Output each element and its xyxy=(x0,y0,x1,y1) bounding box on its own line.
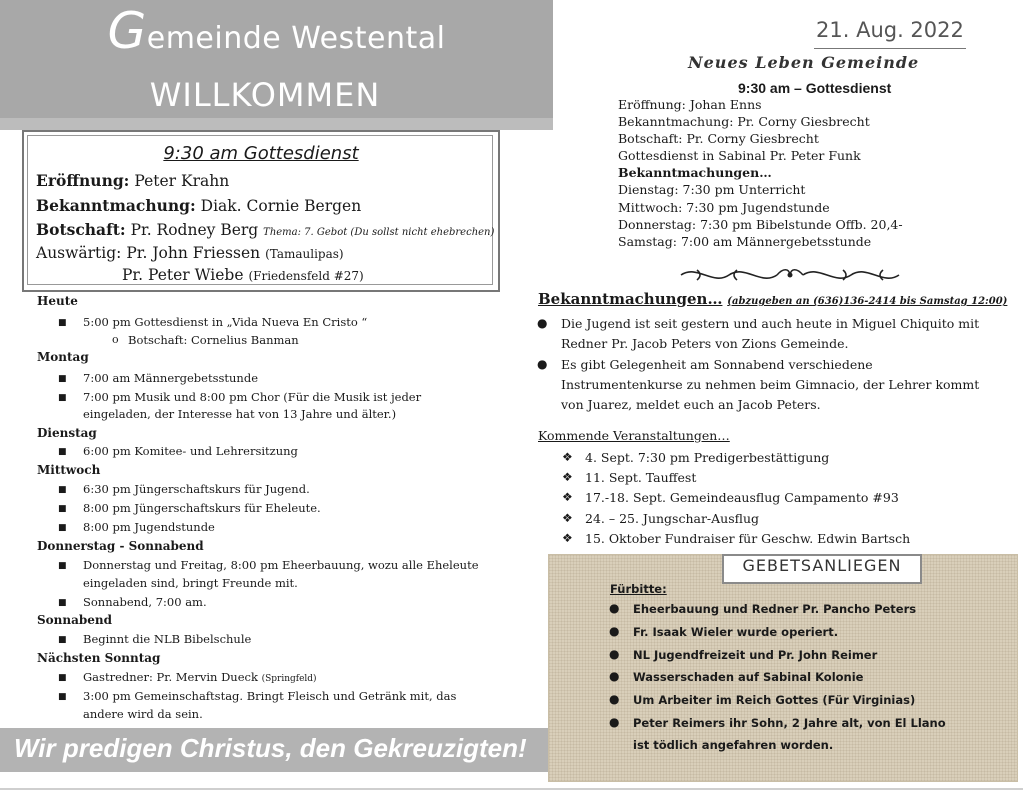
second-service-line: Samstag: 7:00 am Männergebetsstunde xyxy=(618,234,872,249)
diamond-bullet-icon: ❖ xyxy=(562,511,573,525)
prayer-label: Fürbitte: xyxy=(610,582,667,596)
second-service-line: Bekanntmachung: Pr. Corny Giesbrecht xyxy=(618,114,870,129)
square-bullet-icon: ■ xyxy=(58,447,67,457)
schedule-item: 6:30 pm Jüngerschaftskurs für Jugend. xyxy=(83,482,310,496)
square-bullet-icon: ■ xyxy=(58,485,67,495)
bullet-icon: ● xyxy=(537,316,548,330)
day-heading-montag: Montag xyxy=(37,350,89,364)
schedule-item: Beginnt die NLB Bibelschule xyxy=(83,632,252,646)
prayer-item: Wasserschaden auf Sabinal Kolonie xyxy=(633,670,864,684)
schedule-item: 5:00 pm Gottesdienst in „Vida Nueva En Cristo “ xyxy=(83,315,368,329)
schedule-subitem: Botschaft: Cornelius Banman xyxy=(128,333,299,347)
schedule-item: 3:00 pm Gemeinschaftstag. Bringt Fleisch und Getränk mit, das xyxy=(83,689,457,703)
day-heading-donnerstag: Donnerstag - Sonnabend xyxy=(37,539,204,553)
bullet-icon: ● xyxy=(609,669,620,683)
title-initial: G xyxy=(107,2,147,60)
announcement-item-cont: von Juarez, meldet euch an Jacob Peters. xyxy=(561,397,821,412)
bullet-icon: ● xyxy=(609,647,620,661)
day-heading-mittwoch: Mittwoch xyxy=(37,463,101,477)
square-bullet-icon: ■ xyxy=(58,635,67,645)
bullet-icon: ● xyxy=(609,624,620,638)
event-item: 15. Oktober Fundraiser für Geschw. Edwin Bartsch xyxy=(585,531,911,546)
day-heading-heute: Heute xyxy=(37,294,78,308)
banner-shadow xyxy=(0,118,553,130)
prayer-item: Fr. Isaak Wieler wurde operiert. xyxy=(633,625,839,639)
bulletin-date: 21. Aug. 2022 xyxy=(816,18,964,42)
date-underline xyxy=(814,48,966,49)
square-bullet-icon: ■ xyxy=(58,374,67,384)
square-bullet-icon: ■ xyxy=(58,692,67,702)
square-bullet-icon: ■ xyxy=(58,318,67,328)
footer-motto: Wir predigen Christus, den Gekreuzigten! xyxy=(14,733,527,763)
service-title: 9:30 am Gottesdienst xyxy=(163,143,359,164)
day-heading-dienstag: Dienstag xyxy=(37,426,97,440)
schedule-item: 8:00 pm Jugendstunde xyxy=(83,520,215,534)
bullet-icon: ● xyxy=(609,601,620,615)
service-opening: Eröffnung: Peter Krahn xyxy=(36,171,230,190)
prayer-item: Um Arbeiter im Reich Gottes (Für Virginias) xyxy=(633,693,916,707)
schedule-item: Gastredner: Pr. Mervin Dueck (Springfeld) xyxy=(83,670,317,684)
bullet-icon: ● xyxy=(609,692,620,706)
prayer-heading: GEBETSANLIEGEN xyxy=(742,556,902,575)
second-service-line: Gottesdienst in Sabinal Pr. Peter Funk xyxy=(618,148,861,163)
schedule-item: Donnerstag und Freitag, 8:00 pm Eheerbauung, wozu alle Eheleute xyxy=(83,558,479,572)
square-bullet-icon: ■ xyxy=(58,561,67,571)
announcement-item-cont: Redner Pr. Jacob Peters von Zions Gemeinde. xyxy=(561,336,849,351)
event-item: 11. Sept. Tauffest xyxy=(585,470,697,485)
diamond-bullet-icon: ❖ xyxy=(562,470,573,484)
bullet-icon: ● xyxy=(609,715,620,729)
title-rest: emeinde Westental xyxy=(146,21,446,56)
prayer-item: Peter Reimers ihr Sohn, 2 Jahre alt, von El Llano xyxy=(633,716,946,730)
square-bullet-icon: ■ xyxy=(58,673,67,683)
second-service-line: Mittwoch: 7:30 pm Jugendstunde xyxy=(618,200,830,215)
schedule-item-cont: eingeladen, der Interesse hat von 13 Jahre und älter.) xyxy=(83,407,397,421)
diamond-bullet-icon: ❖ xyxy=(562,490,573,504)
schedule-item: Sonnabend, 7:00 am. xyxy=(83,595,207,609)
service-announcement: Bekanntmachung: Diak. Cornie Bergen xyxy=(36,196,362,215)
welcome-heading: WILLKOMMEN xyxy=(149,76,381,114)
ornament-divider-icon xyxy=(677,264,903,286)
square-bullet-icon: ■ xyxy=(58,523,67,533)
event-item: 24. – 25. Jungschar-Ausflug xyxy=(585,511,760,526)
bottom-divider xyxy=(0,788,1023,790)
second-service-line: Dienstag: 7:30 pm Unterricht xyxy=(618,182,806,197)
schedule-item: 6:00 pm Komitee- und Lehrersitzung xyxy=(83,444,298,458)
event-item: 4. Sept. 7:30 pm Predigerbestättigung xyxy=(585,450,830,465)
day-heading-sonnabend: Sonnabend xyxy=(37,613,113,627)
service-external-2: Pr. Peter Wiebe (Friedensfeld #27) xyxy=(122,266,364,284)
second-service-title: 9:30 am – Gottesdienst xyxy=(738,80,892,96)
second-service-line: Eröffnung: Johan Enns xyxy=(618,97,762,112)
schedule-item: 8:00 pm Jüngerschaftskurs für Eheleute. xyxy=(83,501,321,515)
second-service-line: Botschaft: Pr. Corny Giesbrecht xyxy=(618,131,819,146)
second-service-line: Donnerstag: 7:30 pm Bibelstunde Offb. 20,4- xyxy=(618,217,903,232)
announcement-item: Es gibt Gelegenheit am Sonnabend verschiedene xyxy=(561,357,873,372)
square-bullet-icon: ■ xyxy=(58,393,67,403)
schedule-item: 7:00 am Männergebetsstunde xyxy=(83,371,259,385)
square-bullet-icon: ■ xyxy=(58,598,67,608)
service-theme: Thema: 7. Gebot (Du sollst nicht ehebrechen) xyxy=(263,227,495,238)
announcements-heading: Bekanntmachungen… (abzugeben an (636)136-2414 bis Samstag 12:00) xyxy=(538,290,1008,308)
prayer-item: NL Jugendfreizeit und Pr. John Reimer xyxy=(633,648,878,662)
announcement-item-cont: Instrumentenkurse zu nehmen beim Gimnacio, der Lehrer kommt xyxy=(561,377,980,392)
events-heading: Kommende Veranstaltungen… xyxy=(538,428,730,443)
bullet-icon: ● xyxy=(537,357,548,371)
circle-bullet-icon: o xyxy=(112,333,119,346)
announcement-item: Die Jugend ist seit gestern und auch heute in Miguel Chiquito mit xyxy=(561,316,980,331)
schedule-item: 7:00 pm Musik und 8:00 pm Chor (Für die Musik ist jeder xyxy=(83,390,422,404)
second-church-name: Neues Leben Gemeinde xyxy=(688,53,920,72)
church-title xyxy=(0,2,553,60)
service-message: Botschaft: Pr. Rodney Berg Thema: 7. Gebot (Du sollst nicht ehebrechen) xyxy=(36,220,495,239)
diamond-bullet-icon: ❖ xyxy=(562,531,573,545)
square-bullet-icon: ■ xyxy=(58,504,67,514)
schedule-item-cont: andere wird da sein. xyxy=(83,707,203,721)
schedule-item-cont: eingeladen sind, bringt Freunde mit. xyxy=(83,576,298,590)
service-external-1: Auswärtig: Pr. John Friessen (Tamaulipas) xyxy=(36,244,344,262)
event-item: 17.-18. Sept. Gemeindeausflug Campamento #93 xyxy=(585,490,899,505)
diamond-bullet-icon: ❖ xyxy=(562,450,573,464)
day-heading-sonntag: Nächsten Sonntag xyxy=(37,651,161,665)
prayer-item-cont: ist tödlich angefahren worden. xyxy=(633,738,834,752)
second-service-subheading: Bekanntmachungen… xyxy=(618,165,772,180)
prayer-item: Eheerbauung und Redner Pr. Pancho Peters xyxy=(633,602,917,616)
